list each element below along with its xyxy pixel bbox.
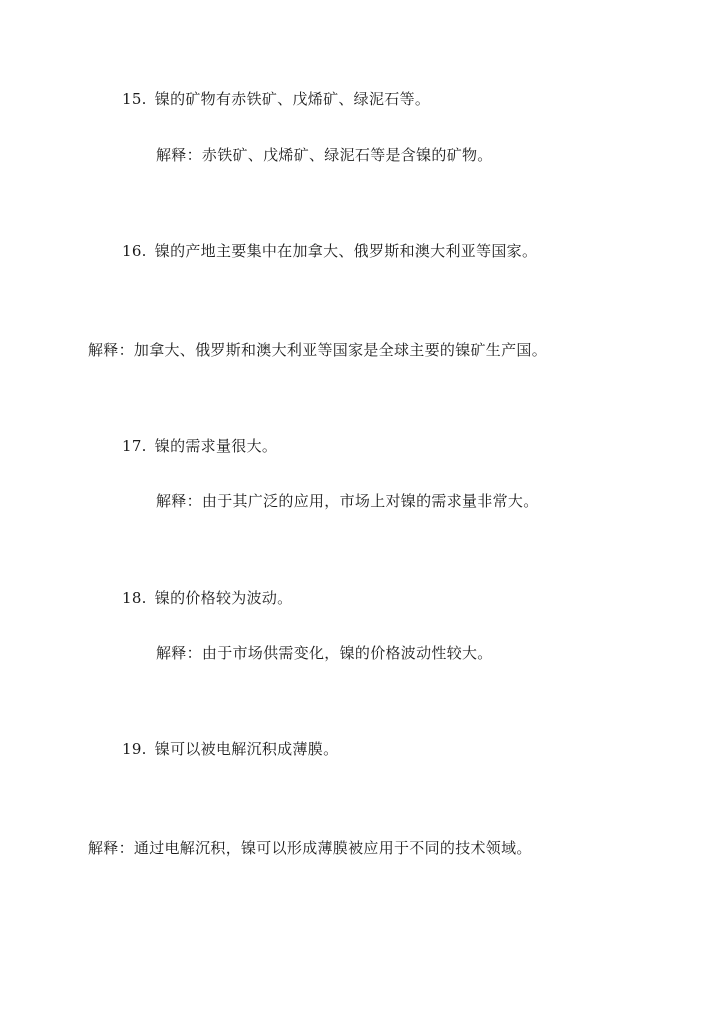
question-17 (122, 436, 277, 456)
question-text: 镍的产地主要集中在加拿大、俄罗斯和澳大利亚等国家。 (154, 242, 538, 260)
question-text: 镍的价格较为波动。 (154, 589, 293, 607)
question-number: 16. (122, 242, 147, 260)
question-19 (122, 739, 338, 759)
question-15 (122, 89, 430, 109)
question-number: 17. (122, 437, 147, 455)
question-18 (122, 588, 292, 608)
answer-17: 解释：由于其广泛的应用，市场上对镍的需求量非常大。 (156, 492, 539, 510)
answer-15: 解释：赤铁矿、戊烯矿、绿泥石等是含镍的矿物。 (156, 146, 493, 164)
question-number: 19. (122, 740, 147, 758)
question-number: 15. (122, 90, 147, 108)
answer-16: 解释：加拿大、俄罗斯和澳大利亚等国家是全球主要的镍矿生产国。 (88, 341, 548, 359)
answer-18: 解释：由于市场供需变化，镍的价格波动性较大。 (156, 644, 493, 662)
question-text: 镍的矿物有赤铁矿、戊烯矿、绿泥石等。 (154, 90, 431, 108)
answer-19: 解释：通过电解沉积，镍可以形成薄膜被应用于不同的技术领域。 (88, 839, 532, 857)
question-text: 镍可以被电解沉积成薄膜。 (154, 740, 339, 758)
question-16 (122, 241, 537, 261)
question-text: 镍的需求量很大。 (154, 437, 278, 455)
question-number: 18. (122, 589, 147, 607)
